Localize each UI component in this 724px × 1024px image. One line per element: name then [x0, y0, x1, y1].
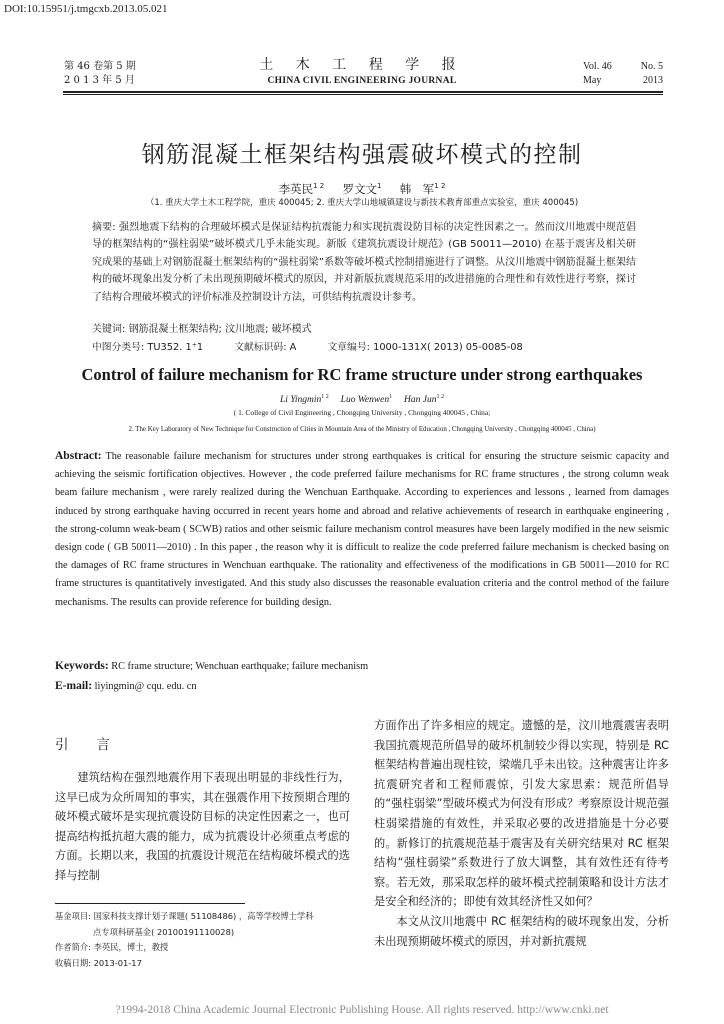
email	[55, 680, 669, 692]
abstract-cn	[92, 219, 636, 306]
section-heading-num: 引	[55, 737, 69, 753]
classification-cn	[92, 339, 636, 353]
keywords-en-text: RC frame structure; Wenchuan earthquake; failure mechanism	[111, 661, 369, 672]
author-cn-1: 李英民	[278, 182, 314, 196]
title-cn: 钢筋混凝土框架结构强震破坏模式的控制	[141, 142, 583, 168]
header-journal	[230, 56, 494, 88]
volume-en: Vol. 46	[583, 61, 612, 72]
article-number: 文章编号: 1000-131X( 2013) 05-0085-08	[327, 342, 523, 353]
author-cn-1-sup: 1 2	[313, 182, 325, 191]
abstract-cn-text: 强烈地震下结构的合理破坏模式是保证结构抗震能力和实现抗震设防目标的决定性因素之一。然而汶川地震中规范倡导的框架结构的“强柱弱梁”破坏模式几乎未能实现。新版《建筑抗震设计规范》(GB 50011—2010) 在基于震害及相关研究成果的基础上对钢筋混凝土框架结构的“强柱弱梁”系数等破坏模式控制措施进行了调整。从汶川地震中钢筋混凝土框架结构的破坏现象出发分析了未出现预期破坏模式的原因，并对新版抗震规范采用的改进措施的合理性和有效性进行考察，探讨了结构合理破坏模式的评价标准及控制设计方法，可供结构抗震设计参考。	[92, 222, 637, 303]
body-paragraph-continued: 方面作出了许多相应的规定。遗憾的是，汶川地震震害表明我国抗震规范所倡导的破坏机制较少得以实现，特别是 RC 框架结构普遍出现柱铰，梁端几乎未出铰。这种震害让许多抗震研究者和工程师震惊，引发大家思索：规范所倡导的“强柱弱梁”型破坏模式为何没有形成？考察原设计规范强柱弱梁措施的有效性，并采取必要的改进措施是十分必要的。新修订的抗震规范基于震害及有关研究结果对 RC 框架结构“强柱弱梁”系数进行了放大调整，其有效性还有待考察。若无效，那采取怎样的破坏模式控制策略和设计方法才是安全和经济的；即使有效其经济性又如何？	[374, 719, 669, 909]
footnote-received	[55, 956, 355, 972]
clc-number: 中图分类号: TU352. 1⁺1	[92, 342, 204, 353]
month-en: May	[583, 75, 602, 86]
received-date: 2013-01-17	[93, 957, 142, 968]
received-label: 收稿日期:	[55, 957, 91, 968]
footnote-rule	[55, 903, 245, 904]
email-label: E-mail:	[55, 680, 93, 692]
author-en-3-sup: 1 2	[436, 394, 444, 400]
abstract-en	[55, 447, 669, 612]
keywords-cn-label: 关键词:	[92, 324, 126, 335]
volume-cn: 第 46 卷第 5 期	[64, 61, 136, 72]
author-en-1-sup: 1 2	[321, 394, 329, 400]
author-cn-2: 罗文文	[342, 182, 378, 196]
header-issue-en	[583, 60, 663, 88]
fund-label: 基金项目:	[55, 911, 91, 921]
keywords-en	[55, 660, 669, 672]
copyright-footer: ?1994-2018 China Academic Journal Electronic Publishing House. All rights reserved. http://www.cnki.net	[115, 1004, 609, 1016]
authors-cn	[60, 181, 664, 197]
author-en-2: Luo Wenwen	[340, 395, 390, 406]
affiliation-en-1: ( 1. College of Civil Engineering , Chongqing University , Chongqing 400045 , China;	[233, 408, 491, 417]
author-intro-text: 李英民，博士，教授	[93, 942, 169, 952]
journal-name-en: CHINA CIVIL ENGINEERING JOURNAL	[267, 76, 457, 86]
abstract-en-text: The reasonable failure mechanism for structures under strong earthquakes is critical for ensuring the structure seismic capacity and achieving the seismic fortification objectives. However , the code preferred failure mechanisms for RC frame structures , the strong column weak beam failure mechanism , were rarely realized during the Wenchuan Earthquake. According to experiences and lessons , learned from damages induced by strong earthquake having occurred in recent years home and abroad and relative achievements of research in earthquake engineering , the strong-column weak-beam ( SCWB) ratios and other seismic failure mechanism control measures have been largely modified in the new seismic design code ( GB 50011—2010) . In this paper , the reason why it is difficult to realize the code preferred failure mechanism is checked basing on the damages of RC frame structures in Wenchuan earthquake. The rationality and effectiveness of the modifications in GB 50011—2010 for RC frame structures is quantitatively investigated. And this study also discusses the reasonable evaluation criteria and the control method of the failure mechanisms. The results can provide reference for building design.	[55, 451, 670, 608]
number-en: No. 5	[640, 61, 663, 72]
abstract-en-label: Abstract:	[55, 450, 102, 462]
section-heading-intro	[55, 733, 138, 753]
doi-line: DOI:10.15951/j.tmgcxb.2013.05.021	[4, 3, 168, 15]
author-cn-3-sup: 1 2	[434, 182, 446, 191]
year-en: 2013	[643, 75, 663, 86]
affiliation-en-2: 2. The Key Laboratory of New Technique for Construction of Cities in Mountain Area of the Ministry of Education , Chongqing University , Chongqing 400045 , China)	[128, 426, 596, 433]
title-en: Control of failure mechanism for RC frame structure under strong earthquakes	[81, 365, 643, 384]
affiliation-cn: （1. 重庆大学土木工程学院，重庆 400045; 2. 重庆大学山地城镇建设与新技术教育部重点实验室，重庆 400045)	[145, 198, 579, 208]
author-cn-3: 韩 军	[399, 182, 435, 196]
footnote-fund	[55, 909, 355, 925]
email-address: liyingmin@ cqu. edu. cn	[94, 681, 197, 692]
body-column-right	[374, 716, 669, 951]
date-cn: 2 0 1 3 年 5 月	[64, 75, 135, 86]
body-paragraph: 本文从汶川地震中 RC 框架结构的破坏现象出发，分析未出现预期破坏模式的原因，并对新抗震规	[374, 914, 669, 948]
footnote-fund-cont	[55, 925, 355, 941]
author-en-2-sup: 1	[389, 394, 393, 400]
author-en-1: Li Yingmin	[280, 395, 322, 406]
keywords-cn-text: 钢筋混凝土框架结构; 汶川地震; 破坏模式	[128, 324, 312, 335]
section-heading-title: 言	[96, 737, 110, 753]
author-intro-label: 作者简介:	[55, 942, 91, 952]
keywords-cn	[92, 321, 636, 338]
header-rule-thin	[63, 94, 663, 95]
fund-line-1: 国家科技支撑计划子课题( 51108486) ，高等学校博士学科	[93, 911, 314, 921]
fund-line-2: 点专项科研基金( 20100191110028)	[93, 926, 235, 937]
footnotes	[55, 909, 355, 971]
header-issue-cn	[64, 60, 136, 88]
document-code: 文献标识码: A	[234, 342, 297, 353]
header-rule-thick	[63, 91, 663, 93]
authors-en	[55, 394, 669, 405]
keywords-en-label: Keywords:	[55, 660, 109, 672]
body-paragraph: 建筑结构在强烈地震作用下表现出明显的非线性行为，这早已成为众所周知的事实，其在强震作用下按预期合理的破坏模式破坏是实现抗震设防目标的决定性因素之一，也可提高结构抵抗超大震的能力，成为抗震设计必须重点考虑的方面。长期以来，我国的抗震设计规范在结构破坏模式的选择与控制	[55, 771, 350, 882]
footnote-author	[55, 940, 355, 956]
body-column-left	[55, 768, 350, 886]
journal-name-cn: 土 木 工 程 学 报	[259, 57, 465, 73]
abstract-cn-label: 摘要:	[92, 222, 116, 233]
author-cn-2-sup: 1	[377, 182, 382, 191]
author-en-3: Han Jun	[404, 395, 437, 406]
